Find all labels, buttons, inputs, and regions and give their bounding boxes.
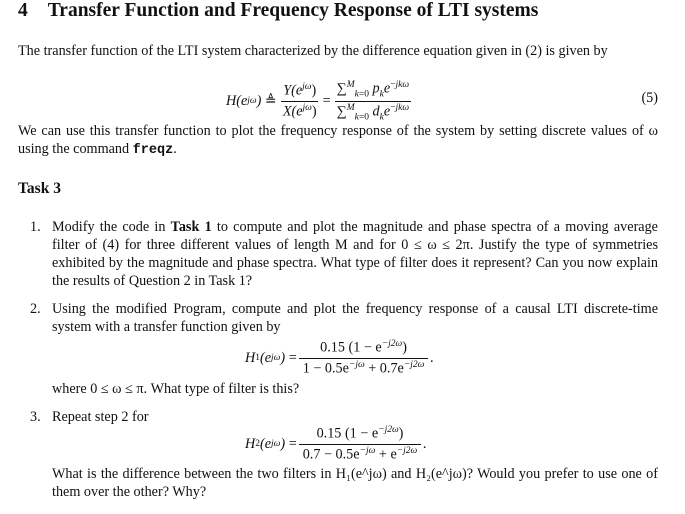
list-item: 2. Using the modified Program, compute and plot the frequency response of a causal LTI discrete-time system with a transfer function given by <box>30 301 658 335</box>
list-item: 1. Modify the code in Task 1 to compute and plot the magnitude and phase spectra of a moving average filter of (4) for three different values of length M and for 0 ≤ ω ≤ 2π. Justify the type of symmetries exhibited by the magnitude and phase spectra. What type of filter does it represent? Can you now explain the results of Question 2 in Task 1? <box>30 219 658 289</box>
equation-h2: H 2 ( e jω ) = $\frac{0.15 (1 - e^{-j2\omega})}{0.7 - 0.5e^{-j\omega} + e^{-j2\omega}}$ . <box>245 425 427 463</box>
h1-question: where 0 ≤ ω ≤ π. What type of filter is this? <box>52 381 300 397</box>
equation-number: (5) <box>641 90 658 106</box>
section-heading: 4 Transfer Function and Frequency Response of LTI systems <box>18 0 539 21</box>
freqz-paragraph: We can use this transfer function to plot the frequency response of the system by setting discrete values of ω using the command freqz. <box>18 123 658 158</box>
task-heading: Task 3 <box>18 180 61 197</box>
list-item: 3. Repeat step 2 for <box>30 409 149 425</box>
h2-question: What is the difference between the two filters in H₁(e^jω) and H₂(e^jω)? Would you prefer to use one of them over the other? Why? <box>52 466 658 500</box>
equation-h1: H 1 ( e jω ) = $\frac{0.15 (1 - e^{-j2\omega})}{1 - 0.5e^{-j\omega} + 0.7e^{-j2\omega}}$ . <box>245 339 434 377</box>
intro-paragraph: The transfer function of the LTI system characterized by the difference equation given in (2) is given by <box>18 43 608 59</box>
equation-5: H(e jω ) ≜ $\frac{Y(e^{j\omega})}{X(e^{j\omega})}$ = $\frac{\sum^M_{k=0} p_ke^{-jk\omega}}{\sum^M_{k=0} d_ke^{-jk\omega}}$ <box>226 80 410 123</box>
